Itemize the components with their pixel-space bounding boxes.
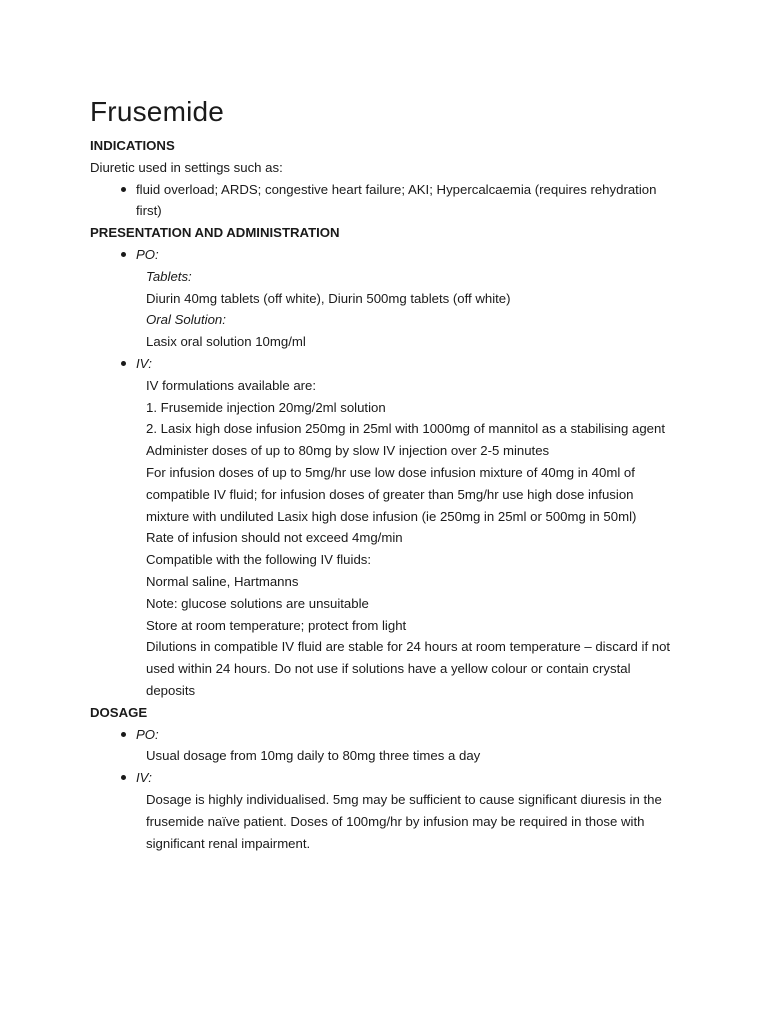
tablets-text: Diurin 40mg tablets (off white), Diurin 500mg tablets (off white) (146, 290, 511, 306)
iv-line: Store at room temperature; protect from light (146, 617, 407, 633)
indications-bullet-text: fluid overload; ARDS; congestive heart failure; AKI; Hypercalcaemia (requires rehydration first) (136, 181, 657, 219)
bullet-icon (121, 252, 126, 257)
iv-line: For infusion doses of up to 5mg/hr use low dose infusion mixture of 40mg in 40ml of compatible IV fluid; for infusion doses of greater than 5mg/hr use high dose infusion mixture with undiluted Lasix high dose infusion (ie 250mg in 25ml or 500mg in 50ml) (146, 464, 637, 524)
dosage-heading: DOSAGE (90, 704, 148, 720)
iv-line: 1. Frusemide injection 20mg/2ml solution (146, 399, 386, 415)
iv-line: Dilutions in compatible IV fluid are stable for 24 hours at room temperature – discard if not used within 24 hours. Do not use if solutions have a yellow colour or contain crystal deposits (146, 639, 671, 698)
presentation-heading: PRESENTATION AND ADMINISTRATION (90, 225, 340, 241)
bullet-icon (121, 361, 126, 366)
iv-line: Note: glucose solutions are unsuitable (146, 595, 369, 611)
list-item (90, 179, 680, 223)
dosage-iv-label: IV: (136, 770, 152, 786)
list-item (90, 724, 680, 768)
oral-solution-text: Lasix oral solution 10mg/ml (146, 334, 306, 350)
presentation-list (90, 244, 680, 702)
list-item (90, 767, 680, 854)
iv-line: Compatible with the following IV fluids: (146, 552, 372, 568)
dosage-iv-text: Dosage is highly individualised. 5mg may be sufficient to cause significant diuresis in the frusemide naïve patient. Doses of 100mg/hr by infusion may be required in those with significant renal impairment. (146, 791, 662, 851)
iv-label: IV: (136, 355, 152, 371)
indications-list (90, 179, 680, 223)
dosage-list (90, 724, 680, 855)
list-item (90, 244, 680, 353)
dosage-po-label: PO: (136, 726, 159, 742)
bullet-icon (121, 187, 126, 192)
oral-solution-label: Oral Solution: (146, 312, 226, 328)
iv-line: 2. Lasix high dose infusion 250mg in 25ml with 1000mg of mannitol as a stabilising agent (146, 421, 666, 437)
indications-heading: INDICATIONS (90, 138, 175, 153)
tablets-label: Tablets: (146, 268, 192, 284)
page-title: Frusemide (90, 96, 225, 127)
list-item (90, 353, 680, 702)
bullet-icon (121, 775, 126, 780)
dosage-po-text: Usual dosage from 10mg daily to 80mg three times a day (146, 748, 481, 764)
indications-intro: Diuretic used in settings such as: (90, 159, 283, 175)
document-body (90, 135, 680, 854)
iv-line: IV formulations available are: (146, 377, 317, 393)
bullet-icon (121, 732, 126, 737)
po-label: PO: (136, 246, 159, 262)
iv-line: Rate of infusion should not exceed 4mg/min (146, 530, 403, 546)
iv-line: Normal saline, Hartmanns (146, 573, 299, 589)
iv-line: Administer doses of up to 80mg by slow IV injection over 2-5 minutes (146, 443, 550, 459)
